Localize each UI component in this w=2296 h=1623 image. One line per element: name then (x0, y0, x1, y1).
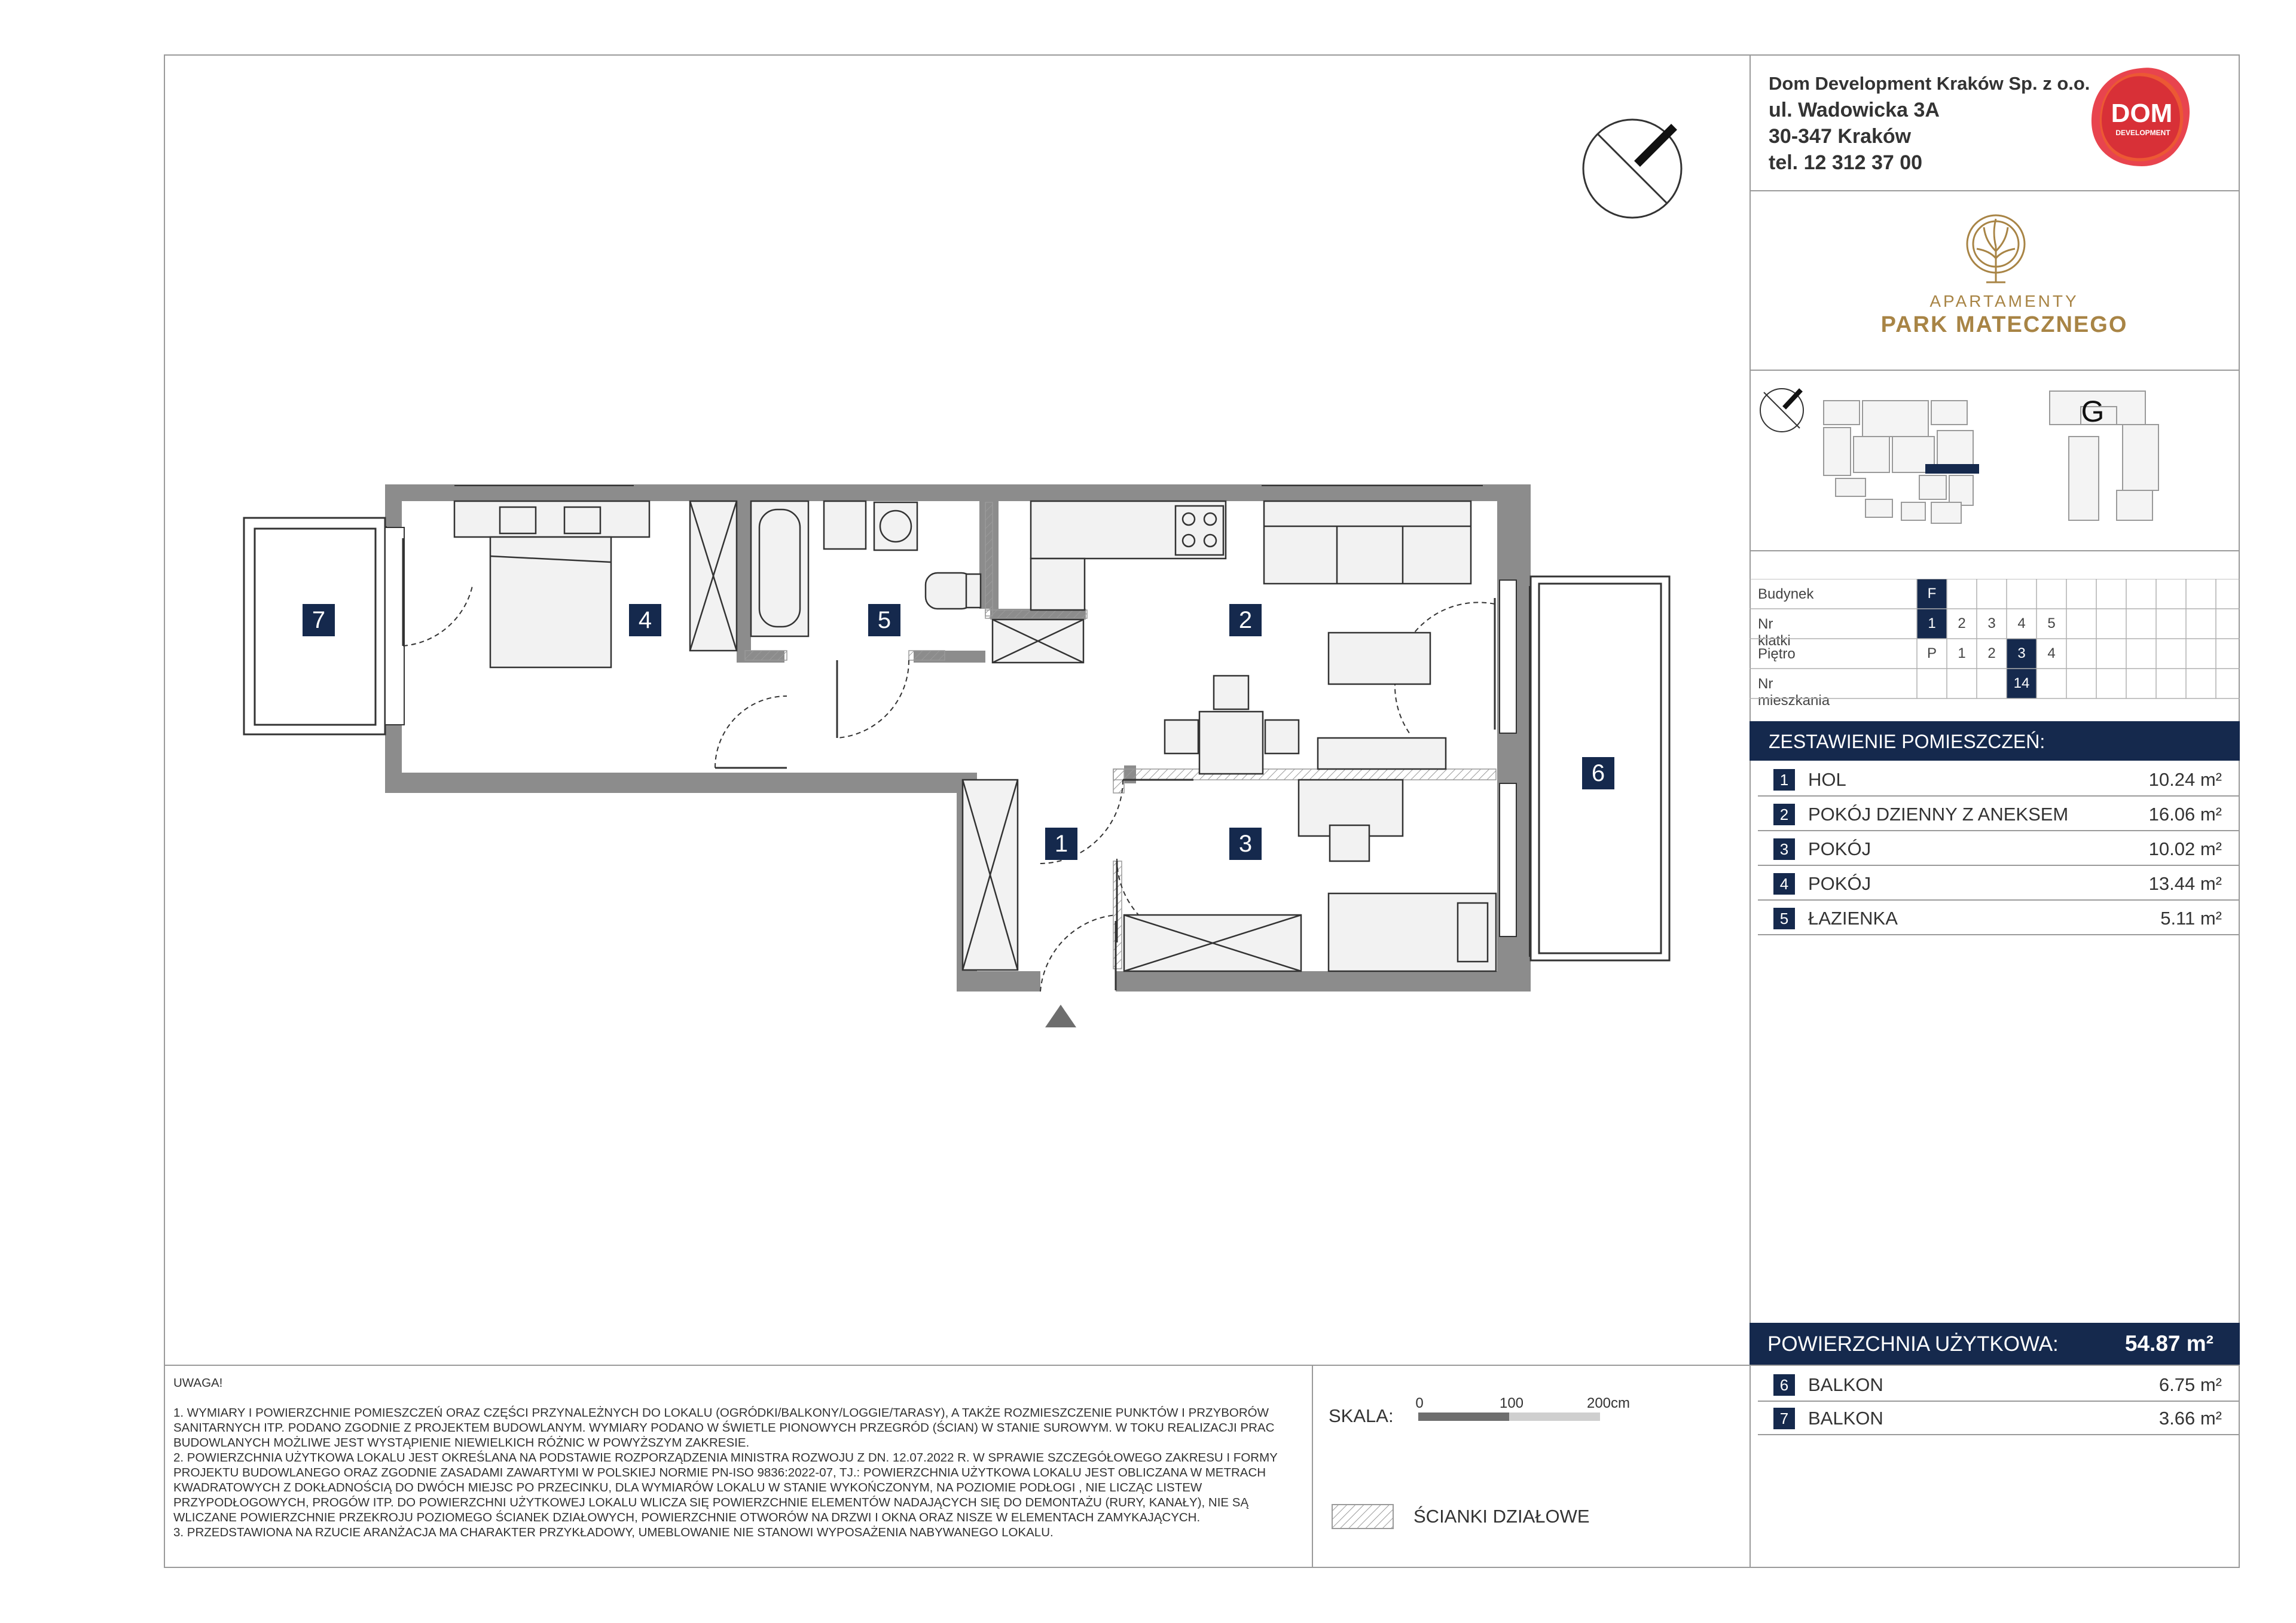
extra-name: BALKON (1808, 1374, 1883, 1395)
room-number: 5 (1773, 908, 1795, 929)
room-number: 3 (1773, 838, 1795, 860)
cell-pietro-3: 3 (2007, 639, 2037, 669)
usable-area-bar (1750, 1323, 2240, 1365)
room-name: POKÓJ DZIENNY Z ANEKSEM (1808, 804, 2069, 825)
cell-klatka-1: 1 (1917, 609, 1947, 639)
row-label-pietro: Piętro (1758, 646, 1796, 662)
notes-paragraph-2: 2. POWIERZCHNIA UŻYTKOWA LOKALU JEST OKREŚLANA NA PODSTAWIE ROZPORZĄDZENIA MINISTRA ROZWOJU Z DN. 12.07.2022 R. W SPRAWIE SZCZEGÓŁOWEGO ZAKRESU I FORMY PROJEKTU BUDOWLANEGO ORAZ ZGODNIE ZASADAMI ZAWARTYMI W POLSKIEJ NORMIE PN-ISO 9836:2022-07, TJ.: POWIERZCHNIA UŻYTKOWA LOKALU JEST OBLICZANA W METRACH KWADRATOWYCH Z DOKŁADNOŚCIĄ DO DWÓCH MIEJSC PO PRZECINKU, DLA WYMIARÓW LOKALU W STANIE WYKOŃCZONYM, NA POZIOMIE PODŁOGI , NIE LICZĄC LISTEW PRZYPODŁOGOWYCH, PROGÓW ITP. DO POWIERZCHNI UŻYTKOWEJ LOKALU WLICZA SIĘ POWIERZCHNIE ELEMENTÓW NADAJĄCYCH SIĘ DO DEMONTAŻU (RURY, KANAŁY), NIE SĄ WLICZANE POWIERZCHNIE PRZEKROJU POZIOMEGO ŚCIANEK DZIAŁOWYCH, POWIERZCHNIE OTWORÓW NA DRZWI I OKNA ORAZ NISZE W ELEMENTACH ZAMYKAJĄCYCH. (173, 1451, 1278, 1524)
cell-pietro-2: 2 (1987, 645, 1996, 661)
row-label-klatka: Nr klatki (1758, 616, 1791, 649)
notes-paragraph-1: 1. WYMIARY I POWIERZCHNIE POMIESZCZEŃ ORAZ CZĘŚCI PRZYNALEŻNYCH DO LOKALU (OGRÓDKI/BALKONY/LOGGIE/TARASY), A TAKŻE ROZMIESZCZENIE PUNKTÓW I PRZYBORÓW SANITARNYCH ITP. PODANO ZGODNIE Z PROJEKTEM BUDOWLANYM. WYMIARY PODANO W ŚWIETLE PIONOWYCH PRZEGRÓD (ŚCIAN) W STANIE SUROWYM. W TOKU REALIZACJI PRAC BUDOWLANYCH MOŻLIWE JEST WYSTĄPIENIE NIEWIELKICH RÓŻNIC W POWYŻSZYM ZAKRESIE. (173, 1406, 1275, 1450)
company-city: 30-347 Kraków (1769, 125, 1912, 148)
header-separator (1750, 190, 2240, 191)
dom-development-logo (2087, 65, 2194, 170)
cell-klatka-2: 2 (1958, 615, 1966, 631)
north-arrow-icon (1583, 120, 1681, 218)
extra-row (1758, 1368, 2240, 1402)
plan-label-7: 7 (303, 604, 335, 636)
footer-divider (164, 1365, 2240, 1366)
tree-logo-icon (1955, 210, 2037, 292)
room-name: POKÓJ (1808, 838, 1871, 859)
brand-separator (1750, 370, 2240, 371)
scale-tick-0: 0 (1415, 1395, 1424, 1411)
keyplan-compass-icon (1760, 389, 1803, 432)
room-row (1758, 763, 2240, 797)
room-name: HOL (1808, 769, 1846, 790)
bedroom-4-furniture (454, 501, 649, 667)
extra-number: 7 (1773, 1408, 1795, 1429)
cell-pietro-1: 1 (1958, 645, 1966, 661)
building-letter: G (2081, 395, 2105, 428)
cell-budynek-F: F (1917, 579, 1947, 609)
company-name: Dom Development Kraków Sp. z o.o. (1769, 73, 2090, 94)
logo-text: DOM (2111, 99, 2173, 128)
company-info (1769, 71, 2090, 176)
room-row (1758, 902, 2240, 935)
plan-label-2: 2 (1229, 604, 1262, 636)
kitchen-fixtures (993, 501, 1471, 774)
scale-bar (1411, 1393, 1638, 1429)
usable-area-value: 54.87 m² (2124, 1331, 2213, 1356)
row-label-mieszkanie: Nr mieszkania (1758, 676, 1830, 709)
plan-label-4: 4 (629, 604, 661, 636)
room-area: 10.02 m² (2148, 838, 2222, 859)
key-plan (1758, 377, 2230, 538)
hall-wardrobe (963, 780, 1018, 970)
partition-hatch-swatch (1331, 1503, 1394, 1530)
room-number: 2 (1773, 804, 1795, 825)
sidebar-divider (1750, 54, 1751, 1370)
cell-klatka-5: 5 (2047, 615, 2056, 631)
plan-label-6: 6 (1582, 757, 1614, 789)
keyplan-unit-highlight (1925, 464, 1979, 474)
notes (173, 1375, 1280, 1540)
extra-number: 6 (1773, 1374, 1795, 1396)
bathroom-5-fixtures (690, 501, 981, 651)
footer-divider-right (1750, 1365, 1751, 1568)
extra-area: 3.66 m² (2158, 1408, 2222, 1429)
plan-label-5: 5 (868, 604, 900, 636)
logo-subtext: DEVELOPMENT (2115, 129, 2170, 137)
room-row (1758, 832, 2240, 866)
extra-name: BALKON (1808, 1408, 1883, 1429)
brand-line1: APARTAMENTY (1929, 292, 2079, 310)
info-table-grid (1750, 579, 2240, 700)
scale-label: SKALA: (1329, 1405, 1394, 1426)
extra-area: 6.75 m² (2158, 1374, 2222, 1395)
notes-title: UWAGA! (173, 1376, 223, 1390)
usable-area-label: POWIERZCHNIA UŻYTKOWA: (1767, 1332, 2059, 1356)
room-number: 4 (1773, 873, 1795, 895)
company-street: ul. Wadowicka 3A (1769, 99, 1940, 121)
room-number: 1 (1773, 769, 1795, 791)
keyplan-separator (1750, 550, 2240, 551)
notes-paragraph-3: 3. PRZEDSTAWIONA NA RZUCIE ARANŻACJA MA CHARAKTER PRZYKŁADOWY, UMEBLOWANIE NIE STANOWI WYPOSAŻENIA NABYWANEGO LOKALU. (173, 1526, 1054, 1539)
rooms-header-label: ZESTAWIENIE POMIESZCZEŃ: (1769, 731, 2045, 752)
rooms-header (1750, 721, 2240, 761)
room-row (1758, 867, 2240, 901)
company-phone: tel. 12 312 37 00 (1769, 151, 1923, 174)
extra-row (1758, 1402, 2240, 1435)
cell-klatka-3: 3 (1987, 615, 1996, 631)
plan-label-1: 1 (1045, 828, 1077, 860)
room-area: 5.11 m² (2160, 908, 2222, 929)
cell-pietro-P: P (1926, 645, 1937, 661)
row-label-budynek: Budynek (1758, 586, 1814, 602)
bedroom-3-furniture (1124, 780, 1496, 971)
cell-klatka-4: 4 (2017, 615, 2026, 631)
room-area: 10.24 m² (2148, 769, 2222, 790)
scale-tick-100: 100 (1499, 1395, 1524, 1411)
scale-tick-200: 200cm (1586, 1395, 1631, 1411)
legend-label: ŚCIANKI DZIAŁOWE (1413, 1506, 1590, 1527)
room-area: 13.44 m² (2148, 873, 2222, 894)
room-area: 16.06 m² (2148, 804, 2222, 825)
footer-divider-scale (1312, 1365, 1313, 1568)
room-row (1758, 798, 2240, 831)
cell-pietro-4: 4 (2047, 645, 2056, 661)
brand-line2: PARK MATECZNEGO (1880, 312, 2128, 337)
plan-label-3: 3 (1229, 828, 1262, 860)
cell-mieszkanie-14: 14 (2007, 669, 2037, 698)
entrance-arrow-icon (1045, 1005, 1076, 1027)
room-name: POKÓJ (1808, 873, 1871, 894)
room-name: ŁAZIENKA (1808, 908, 1898, 929)
